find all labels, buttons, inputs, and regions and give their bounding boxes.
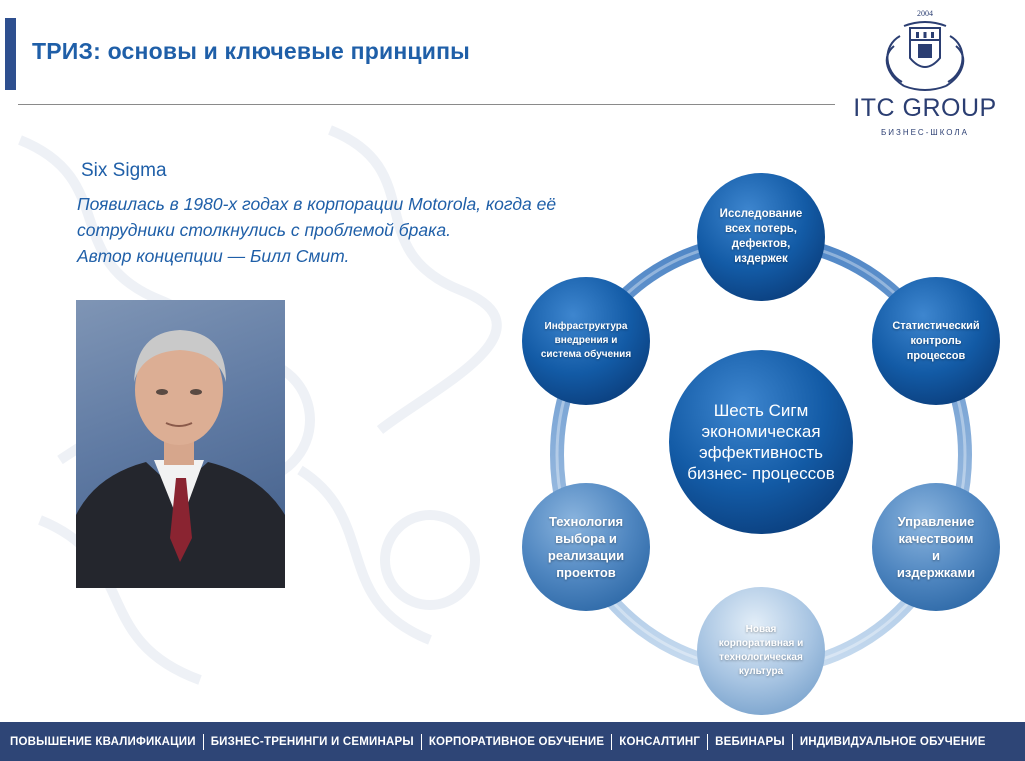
node-line: система обучения <box>540 349 632 360</box>
footer-link-webinars[interactable]: ВЕБИНАРЫ <box>708 734 793 750</box>
six-sigma-diagram <box>505 165 1025 725</box>
node-line: Управление <box>897 514 975 529</box>
node-line: корпоративная и <box>718 638 804 649</box>
logo-subtitle: БИЗНЕС-ШКОЛА <box>880 128 969 137</box>
node-line: Статистический <box>892 319 980 332</box>
node-line: контроль <box>910 334 962 347</box>
node-line: Инфраструктура <box>544 321 628 332</box>
node-label-project-technology <box>526 487 646 607</box>
footer-link-qualification[interactable]: ПОВЫШЕНИЕ КВАЛИФИКАЦИИ <box>0 734 204 750</box>
logo-year: 2004 <box>917 9 933 18</box>
node-line: Исследование <box>719 208 803 220</box>
node-label-quality-management <box>876 487 996 607</box>
node-label-infrastructure <box>526 281 646 401</box>
node-line: процессов <box>906 349 966 362</box>
node-line: Новая <box>745 624 777 635</box>
node-label-losses-research <box>701 177 821 297</box>
footer-link-individual[interactable]: ИНДИВИДУАЛЬНОЕ ОБУЧЕНИЕ <box>799 735 986 748</box>
slide-title: ТРИЗ: основы и ключевые принципы <box>32 38 471 64</box>
node-line: издержками <box>896 565 976 580</box>
node-line: издержек <box>734 253 788 265</box>
node-label-statistical-control <box>876 281 996 401</box>
footer-link-corporate[interactable]: КОРПОРАТИВНОЕ ОБУЧЕНИЕ <box>422 734 612 750</box>
center-line: эффективность <box>698 443 824 462</box>
node-line: проектов <box>556 565 616 580</box>
node-line: выбора и <box>555 531 617 546</box>
node-label-corporate-culture <box>701 591 821 711</box>
footer-nav <box>0 722 1025 761</box>
node-line: всех потерь, <box>724 223 797 235</box>
logo-name: ITC GROUP <box>853 94 997 122</box>
crest-icon <box>874 6 976 94</box>
portrait-photo <box>76 300 285 588</box>
center-line: бизнес- <box>687 464 748 483</box>
intro-line: Появилась в 1980-х годах в корпорации Motorola, когда её <box>77 194 557 214</box>
title-accent-bar <box>5 18 16 90</box>
intro-text <box>77 191 556 269</box>
node-line: качествоим <box>898 531 974 546</box>
itc-group-logo <box>850 6 1000 136</box>
node-line: дефектов, <box>731 238 791 250</box>
center-line: Шесть Сигм <box>713 401 809 420</box>
node-line: реализации <box>547 548 625 563</box>
center-label <box>681 362 841 522</box>
center-line: процессов <box>751 464 835 483</box>
title-divider <box>18 104 835 105</box>
section-heading: Six Sigma <box>81 160 167 181</box>
node-line: внедрения и <box>554 335 618 346</box>
footer-link-consulting[interactable]: КОНСАЛТИНГ <box>612 734 708 750</box>
node-line: культура <box>738 666 784 677</box>
intro-line: сотрудники столкнулись с проблемой брака. <box>77 220 451 240</box>
portrait-illustration <box>76 300 285 588</box>
node-line: технологическая <box>719 652 803 663</box>
intro-line: Автор концепции — Билл Смит. <box>77 246 350 266</box>
node-line: и <box>932 548 940 563</box>
center-line: экономическая <box>701 422 821 441</box>
node-line: Технология <box>548 514 624 529</box>
footer-link-trainings[interactable]: БИЗНЕС-ТРЕНИНГИ И СЕМИНАРЫ <box>204 734 422 750</box>
